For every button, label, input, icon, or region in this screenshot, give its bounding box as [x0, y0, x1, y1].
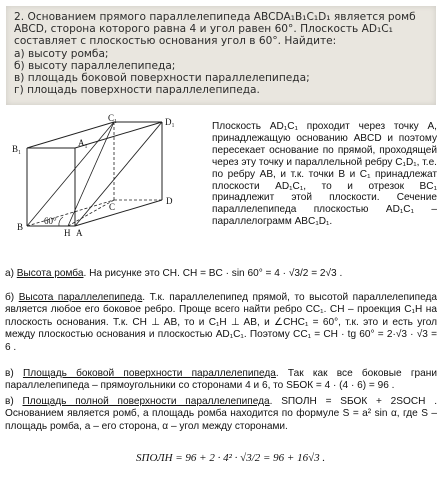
task-line: 2. Основанием прямого параллелепипеда ABCDA₁B₁C₁D₁ является ромб [14, 11, 416, 23]
edge-B1C1 [27, 122, 114, 148]
task-line: в) площадь боковой поверхности параллелепипеда; [14, 72, 310, 85]
solution-a [5, 268, 437, 280]
solution-d [5, 396, 437, 433]
task-line: составляет с плоскостью основания угол в 60°. Найдите: [14, 35, 337, 48]
label-C1: C₁ [108, 113, 118, 123]
final-formula: SПОЛН = 96 + 2 · 4² · √3/2 = 96 + 16√3 . [136, 452, 326, 464]
item-prefix: в) [5, 368, 23, 379]
task-statement [6, 6, 436, 105]
edge-A1D1 [75, 122, 162, 148]
parallelepiped-figure [2, 112, 202, 252]
label-B1: B₁ [12, 144, 22, 154]
label-C: C [109, 202, 116, 212]
item-title: Площадь боковой поверхности параллелепипеда [22, 368, 276, 379]
item-title: Высота ромба [16, 268, 84, 279]
item-text: . SПОЛН = SБОК + 2SОСН . Основанием является ромб, а площадь ромба находится по формуле S = a² sin α, где S – площадь ромба, a – его сторона, α – угол между сторонами. [5, 396, 437, 432]
label-B: B [17, 222, 24, 232]
solution-b [5, 292, 437, 354]
segment-AD1 [75, 122, 162, 226]
item-title: Высота параллелепипеда [18, 292, 143, 303]
solution-c [5, 368, 437, 393]
item-prefix: б) [5, 292, 19, 303]
label-angle: 60° [44, 216, 57, 226]
item-text: . Так как все боковые грани параллелепипеда – прямоугольники со сторонами 4 и 6, то SБОК = 4 · (4 · 6) = 96 . [5, 368, 437, 392]
task-line: г) площадь поверхности параллелепипеда. [14, 84, 260, 97]
label-A: A [76, 228, 83, 238]
angle-arc [59, 217, 63, 226]
label-A1: A₁ [78, 138, 88, 148]
task-line: ABCD, сторона которого равна 4 и угол равен 60°. Плоскость AD₁C₁ [14, 23, 393, 36]
item-prefix: в) [5, 396, 23, 407]
label-D: D [166, 196, 173, 206]
segment-C1B [27, 122, 114, 226]
explanation-text: Плоскость AD₁C₁ проходит через точку A, принадлежащую основанию ABCD и поэтому пересекает основание по прямой, проходящей через эту точку и параллельной ребру C₁D₁, т.е. по ребру AB, и т.к. точки B и C₁ принадлежат плоскости AD₁C₁, то и отрезок BC₁ принадлежит этой плоскости. Сечение параллелепипеда плоскостью AD₁C₁ – параллелограмм ABC₁D₁. [212, 121, 437, 228]
item-text: . Т.к. параллелепипед прямой, то высотой параллелепипеда является любое его боковое ребро. Проще всего найти ребро CC₁. CH – проекция C₁H на плоскость основания. Т.к. CH ⊥ AB, то и C₁H ⊥ AB, и ∠CHC₁ = 60°, т.к. это и есть угол между плоскостью основания и плоскостью AD₁C₁. Поэтому CC₁ = CH · tg 60° = 2·√3 · √3 = 6 . [5, 292, 437, 353]
label-D1: D₁ [165, 117, 175, 127]
item-text: . На рисунке это CH. CH = BC · sin 60° = 4 · √3/2 = 2√3 . [83, 268, 343, 279]
edge-BC [27, 200, 114, 226]
task-line: б) высоту параллелепипеда; [14, 59, 176, 72]
item-prefix: а) [5, 268, 17, 279]
item-title: Площадь полной поверхности параллелепипеда [22, 396, 270, 407]
task-line: а) высоту ромба; [14, 47, 109, 60]
label-H: H [64, 228, 71, 238]
edge-AD [75, 200, 162, 226]
